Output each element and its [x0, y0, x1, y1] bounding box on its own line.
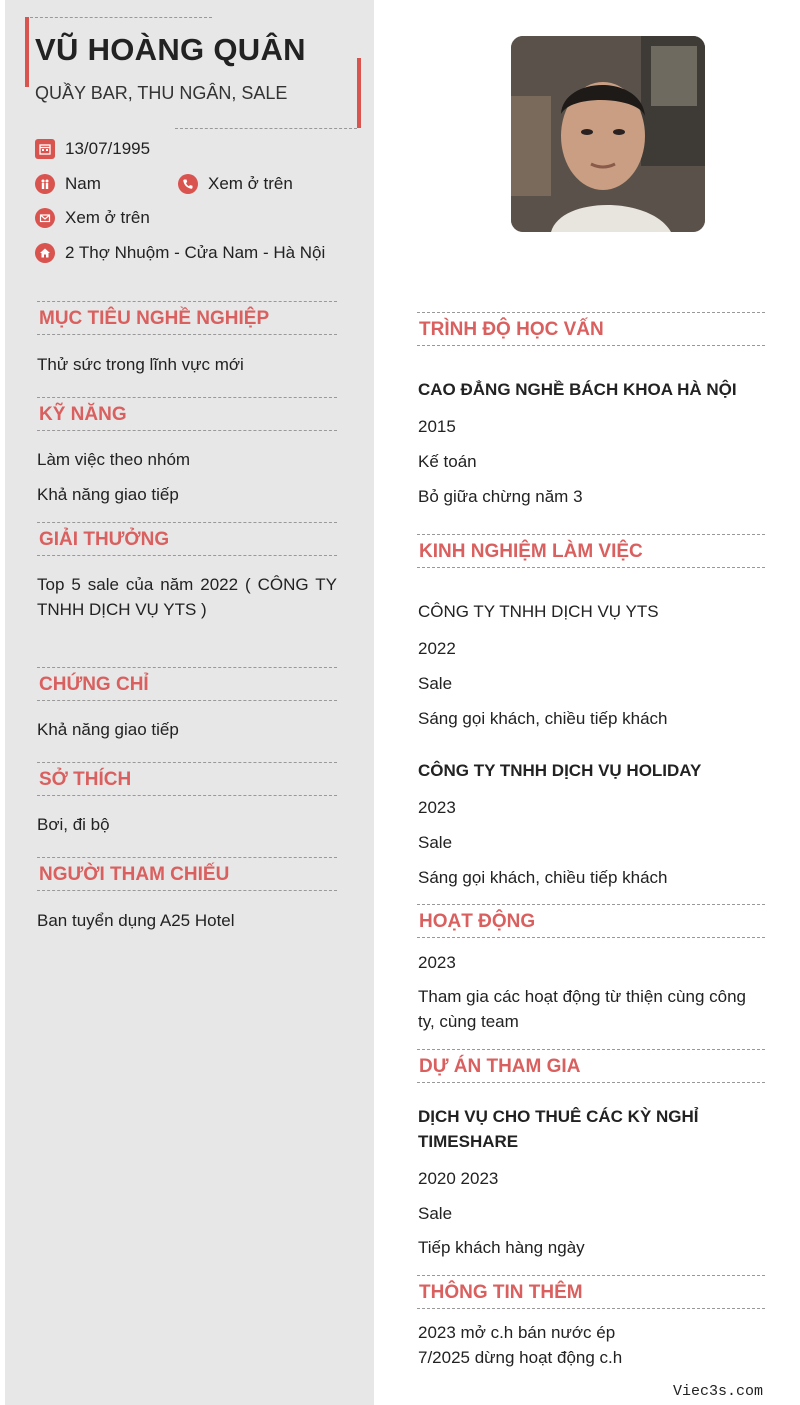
header-divider-top [30, 17, 212, 18]
experience-year: 2023 [418, 798, 456, 817]
phone-value: Xem ở trên [208, 174, 293, 193]
objective-text: Thử sức trong lĩnh vực mới [37, 355, 244, 374]
project-years: 2020 2023 [418, 1169, 499, 1188]
projects-title: DỰ ÁN THAM GIA [419, 1056, 581, 1077]
education-note: Bỏ giữa chừng năm 3 [418, 487, 583, 506]
activities-heading [417, 904, 765, 938]
experience-heading [417, 534, 765, 568]
references-text: Ban tuyển dụng A25 Hotel [37, 911, 235, 930]
skill-item: Làm việc theo nhóm [37, 450, 191, 469]
dob-value: 13/07/1995 [65, 139, 151, 158]
watermark: Viec3s.com [673, 1383, 764, 1400]
awards-title: GIẢI THƯỞNG [39, 529, 170, 550]
references-title: NGƯỜI THAM CHIẾU [39, 864, 230, 885]
experience-year: 2022 [418, 639, 456, 658]
activities-title: HOẠT ĐỘNG [419, 911, 536, 932]
extra-heading [417, 1275, 765, 1309]
projects-heading [417, 1049, 765, 1083]
hobbies-title: SỞ THÍCH [39, 769, 132, 790]
objective-title: MỤC TIÊU NGHỀ NGHIỆP [39, 308, 270, 329]
email-row [35, 208, 150, 228]
project-role: Sale [418, 1204, 453, 1223]
project-desc: Tiếp khách hàng ngày [418, 1238, 585, 1257]
home-icon [35, 243, 55, 263]
education-major: Kế toán [418, 452, 477, 471]
experience-title: KINH NGHIỆM LÀM VIỆC [419, 541, 643, 562]
experience-desc: Sáng gọi khách, chiều tiếp khách [418, 709, 668, 728]
certificates-title: CHỨNG CHỈ [39, 674, 149, 695]
email-value: Xem ở trên [65, 208, 150, 227]
phone-row [178, 174, 293, 194]
dob-row [35, 139, 150, 159]
awards-heading [37, 522, 337, 556]
project-name: DỊCH VỤ CHO THUÊ CÁC KỲ NGHỈ TIMESHARE [418, 1107, 699, 1151]
gender-row [35, 174, 101, 194]
gender-value: Nam [65, 174, 101, 193]
candidate-name: VŨ HOÀNG QUÂN [35, 32, 306, 67]
activities-year: 2023 [418, 953, 456, 972]
address-value: 2 Thợ Nhuộm - Cửa Nam - Hà Nội [65, 243, 326, 262]
education-school: CAO ĐẲNG NGHỀ BÁCH KHOA HÀ NỘI [418, 380, 737, 399]
awards-text: Top 5 sale của năm 2022 ( CÔNG TY TNHH DỊCH VỤ YTS ) [37, 575, 337, 619]
header-accent-left [25, 17, 29, 87]
extra-line: 2023 mở c.h bán nước ép [418, 1323, 616, 1342]
experience-role: Sale [418, 833, 453, 852]
gender-icon [35, 174, 55, 194]
skill-item: Khả năng giao tiếp [37, 485, 179, 504]
extra-title: THÔNG TIN THÊM [419, 1282, 583, 1303]
education-year: 2015 [418, 417, 456, 436]
hobbies-text: Bơi, đi bộ [37, 815, 110, 834]
address-row [35, 243, 325, 263]
skills-title: KỸ NĂNG [39, 404, 127, 425]
experience-company: CÔNG TY TNHH DỊCH VỤ YTS [418, 602, 659, 621]
skills-heading [37, 397, 337, 431]
experience-company: CÔNG TY TNHH DỊCH VỤ HOLIDAY [418, 761, 702, 780]
education-title: TRÌNH ĐỘ HỌC VẤN [419, 319, 604, 340]
certificates-heading [37, 667, 337, 701]
extra-line: 7/2025 dừng hoạt động c.h [418, 1348, 623, 1367]
calendar-icon [35, 139, 55, 159]
objective-heading [37, 301, 337, 335]
certificates-text: Khả năng giao tiếp [37, 720, 179, 739]
profile-photo-illustration [511, 36, 705, 232]
candidate-position: QUẦY BAR, THU NGÂN, SALE [35, 83, 288, 103]
experience-desc: Sáng gọi khách, chiều tiếp khách [418, 868, 668, 887]
header-accent-right [357, 58, 361, 128]
profile-photo [511, 36, 705, 232]
references-heading [37, 857, 337, 891]
email-icon [35, 208, 55, 228]
header-divider-bottom [175, 128, 357, 129]
education-heading [417, 312, 765, 346]
activities-desc: Tham gia các hoạt động từ thiện cùng công ty, cùng team [418, 987, 746, 1031]
hobbies-heading [37, 762, 337, 796]
phone-icon [178, 174, 198, 194]
experience-role: Sale [418, 674, 453, 693]
